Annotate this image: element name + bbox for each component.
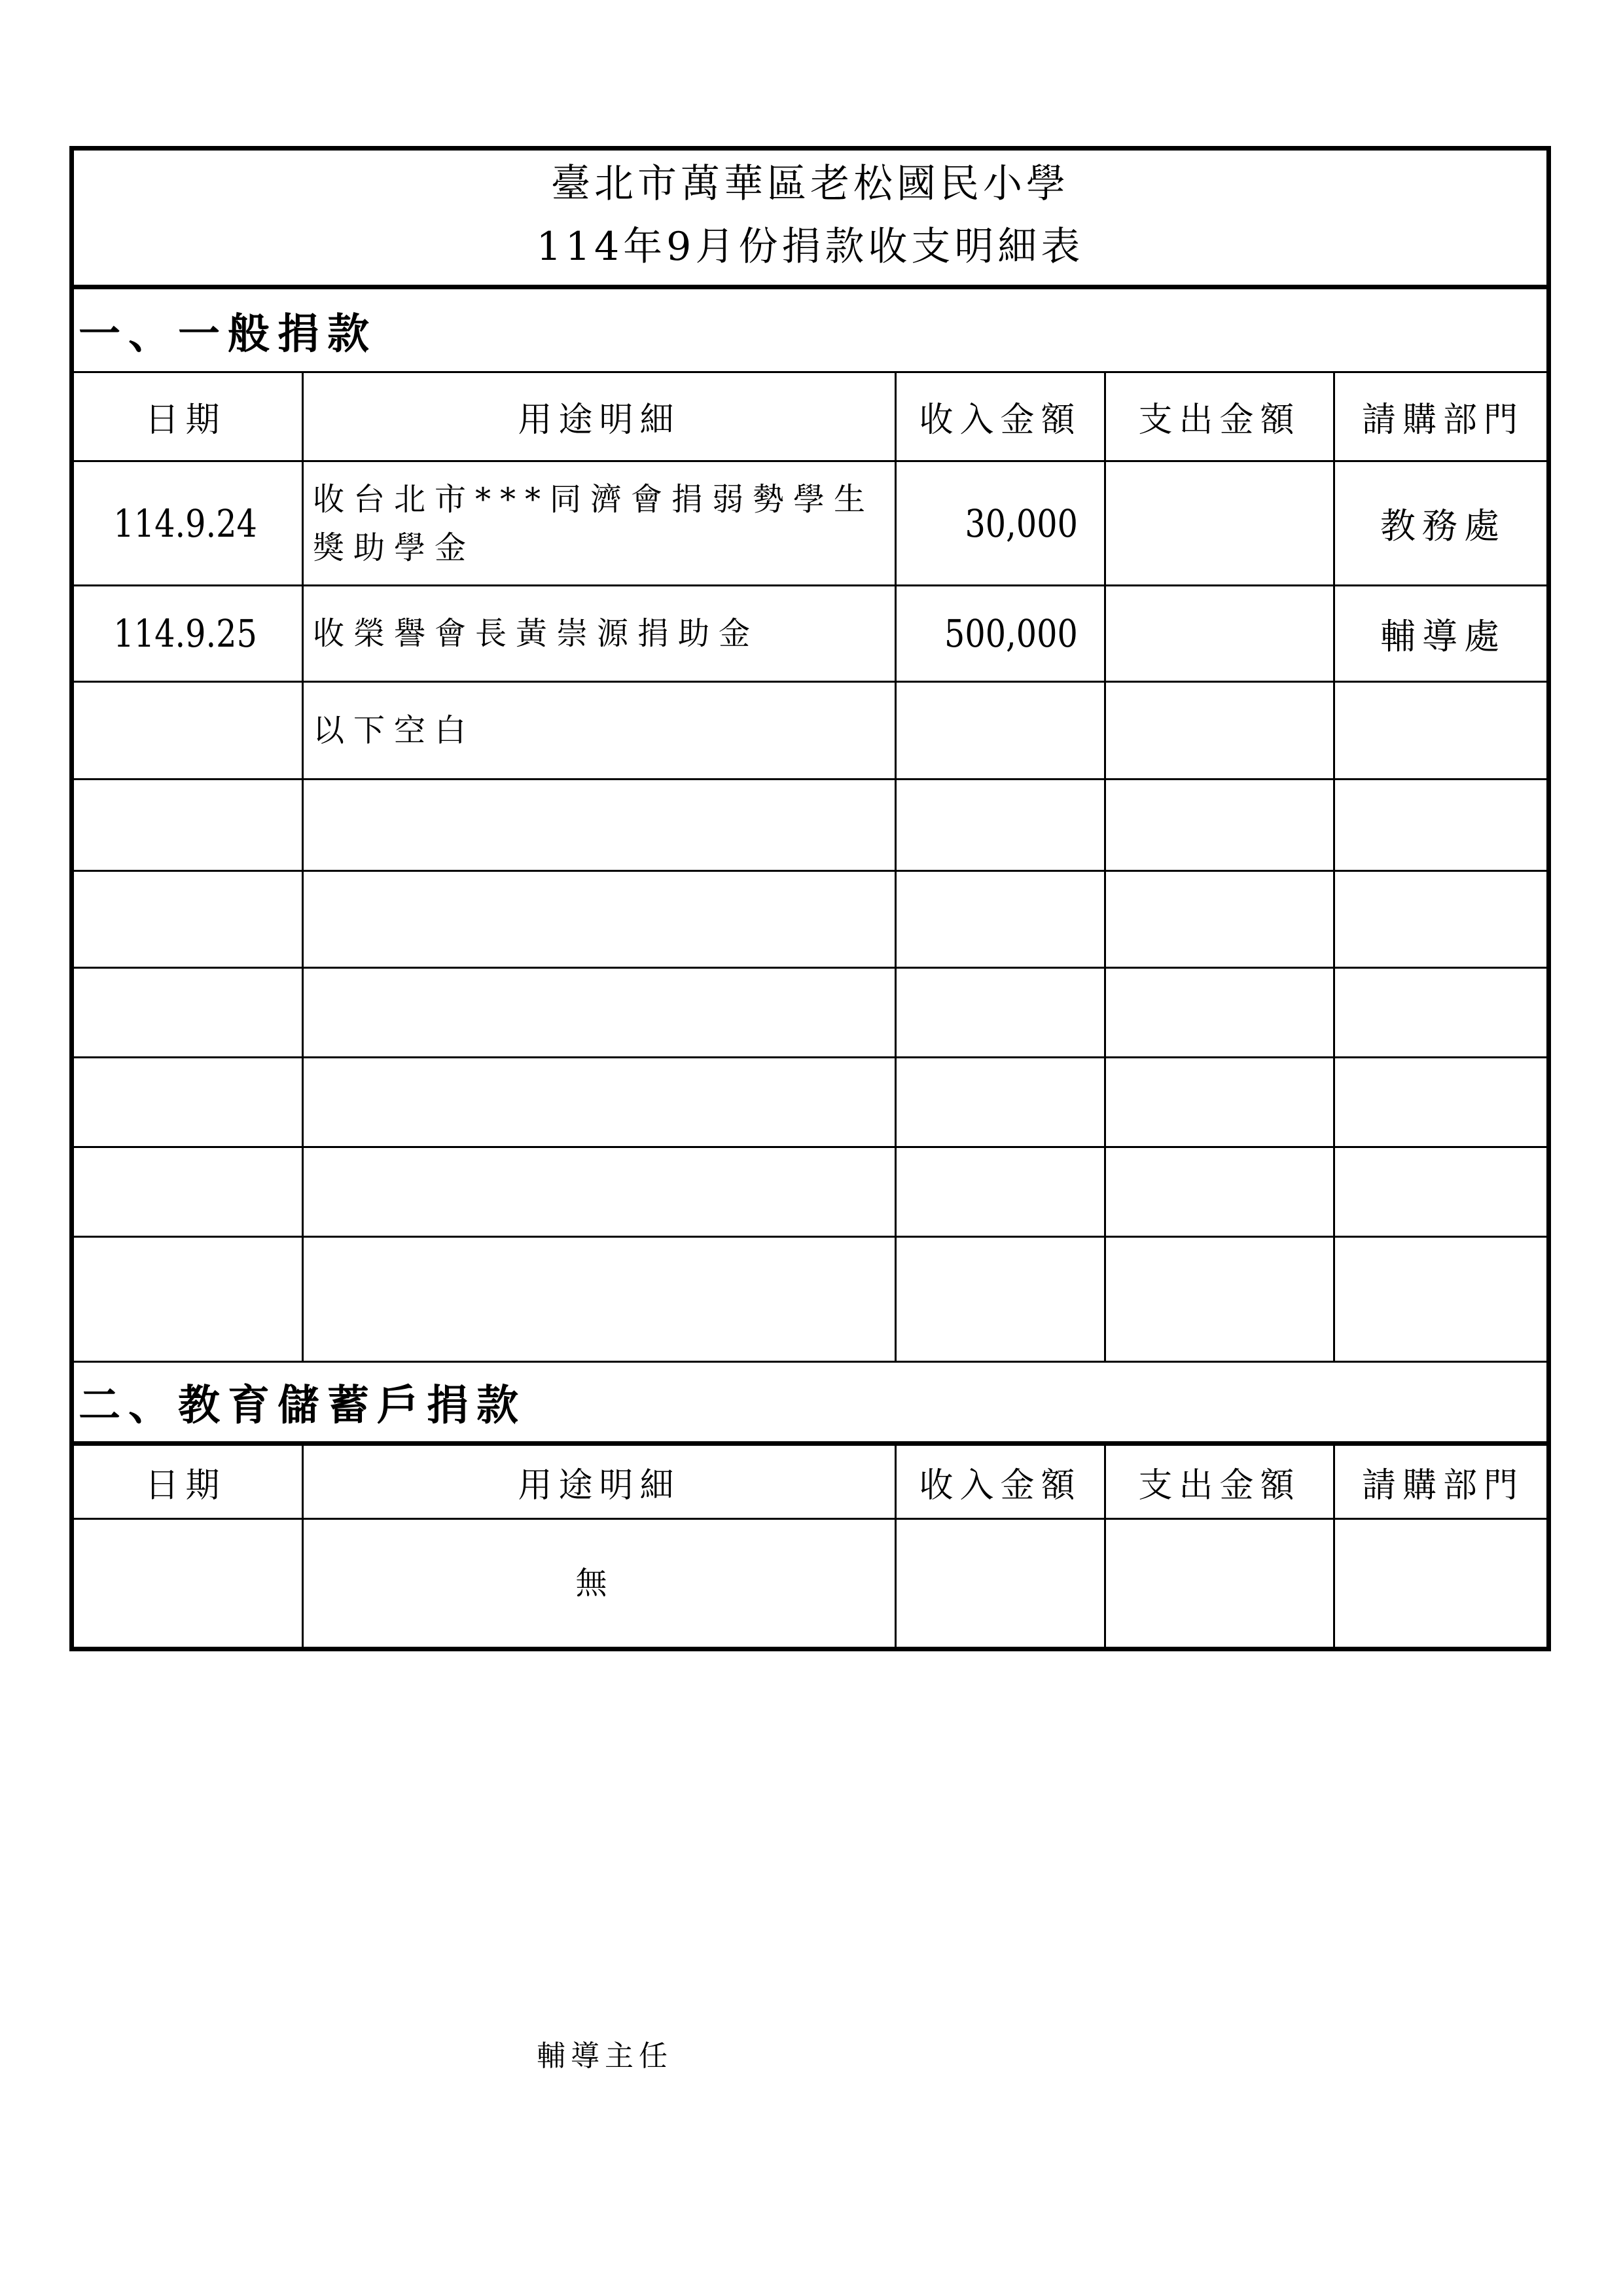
signature-label: 輔導主任 (537, 2039, 673, 2073)
row-department: 教務處 (1380, 505, 1506, 547)
row-description: 以下空白 (313, 712, 476, 749)
table-row (69, 872, 1551, 969)
school-name: 臺北市萬華區老松國民小學 (551, 161, 1069, 207)
section1-heading: 一、一般捐款 (79, 309, 377, 359)
header-income: 收入金額 (897, 1446, 1106, 1518)
header-date: 日期 (69, 373, 304, 460)
row-department: 輔導處 (1380, 615, 1506, 657)
header-description: 用途明細 (304, 1446, 897, 1518)
table-row (69, 1058, 1551, 1148)
row-income: 500,000 (944, 611, 1078, 656)
header-date: 日期 (69, 1446, 304, 1518)
table-row (69, 1520, 1551, 1647)
section2-header-row (69, 1446, 1551, 1520)
section1-header-row (69, 373, 1551, 462)
section2-heading: 二、教育儲蓄戶捐款 (79, 1381, 526, 1430)
row-date: 114.9.24 (113, 501, 258, 546)
row-description: 收榮譽會長黃崇源捐助金 (313, 615, 760, 652)
table-row (69, 683, 1551, 780)
section1-heading-band (69, 289, 1551, 373)
header-description: 用途明細 (304, 373, 897, 460)
row-income: 30,000 (965, 501, 1078, 546)
header-income: 收入金額 (897, 373, 1106, 460)
table-row (69, 1148, 1551, 1238)
header-department: 請購部門 (1361, 401, 1524, 440)
header-expense: 支出金額 (1106, 1446, 1335, 1518)
section2-heading-band (69, 1361, 1551, 1446)
table-row (69, 780, 1551, 872)
header-expense: 支出金額 (1106, 373, 1335, 460)
table-row (69, 969, 1551, 1058)
donation-statement-table (69, 146, 1551, 1651)
table-row (69, 1238, 1551, 1361)
table-row (69, 462, 1551, 586)
row-date: 114.9.25 (113, 611, 258, 656)
row-description: 收台北市***同濟會捐弱勢學生獎助學金 (313, 480, 875, 566)
row-description: 無 (575, 1565, 616, 1602)
table-row (69, 586, 1551, 683)
title-block (69, 146, 1551, 289)
statement-title: 114年9月份捐款收支明細表 (536, 224, 1084, 270)
header-department: 請購部門 (1361, 1465, 1524, 1505)
